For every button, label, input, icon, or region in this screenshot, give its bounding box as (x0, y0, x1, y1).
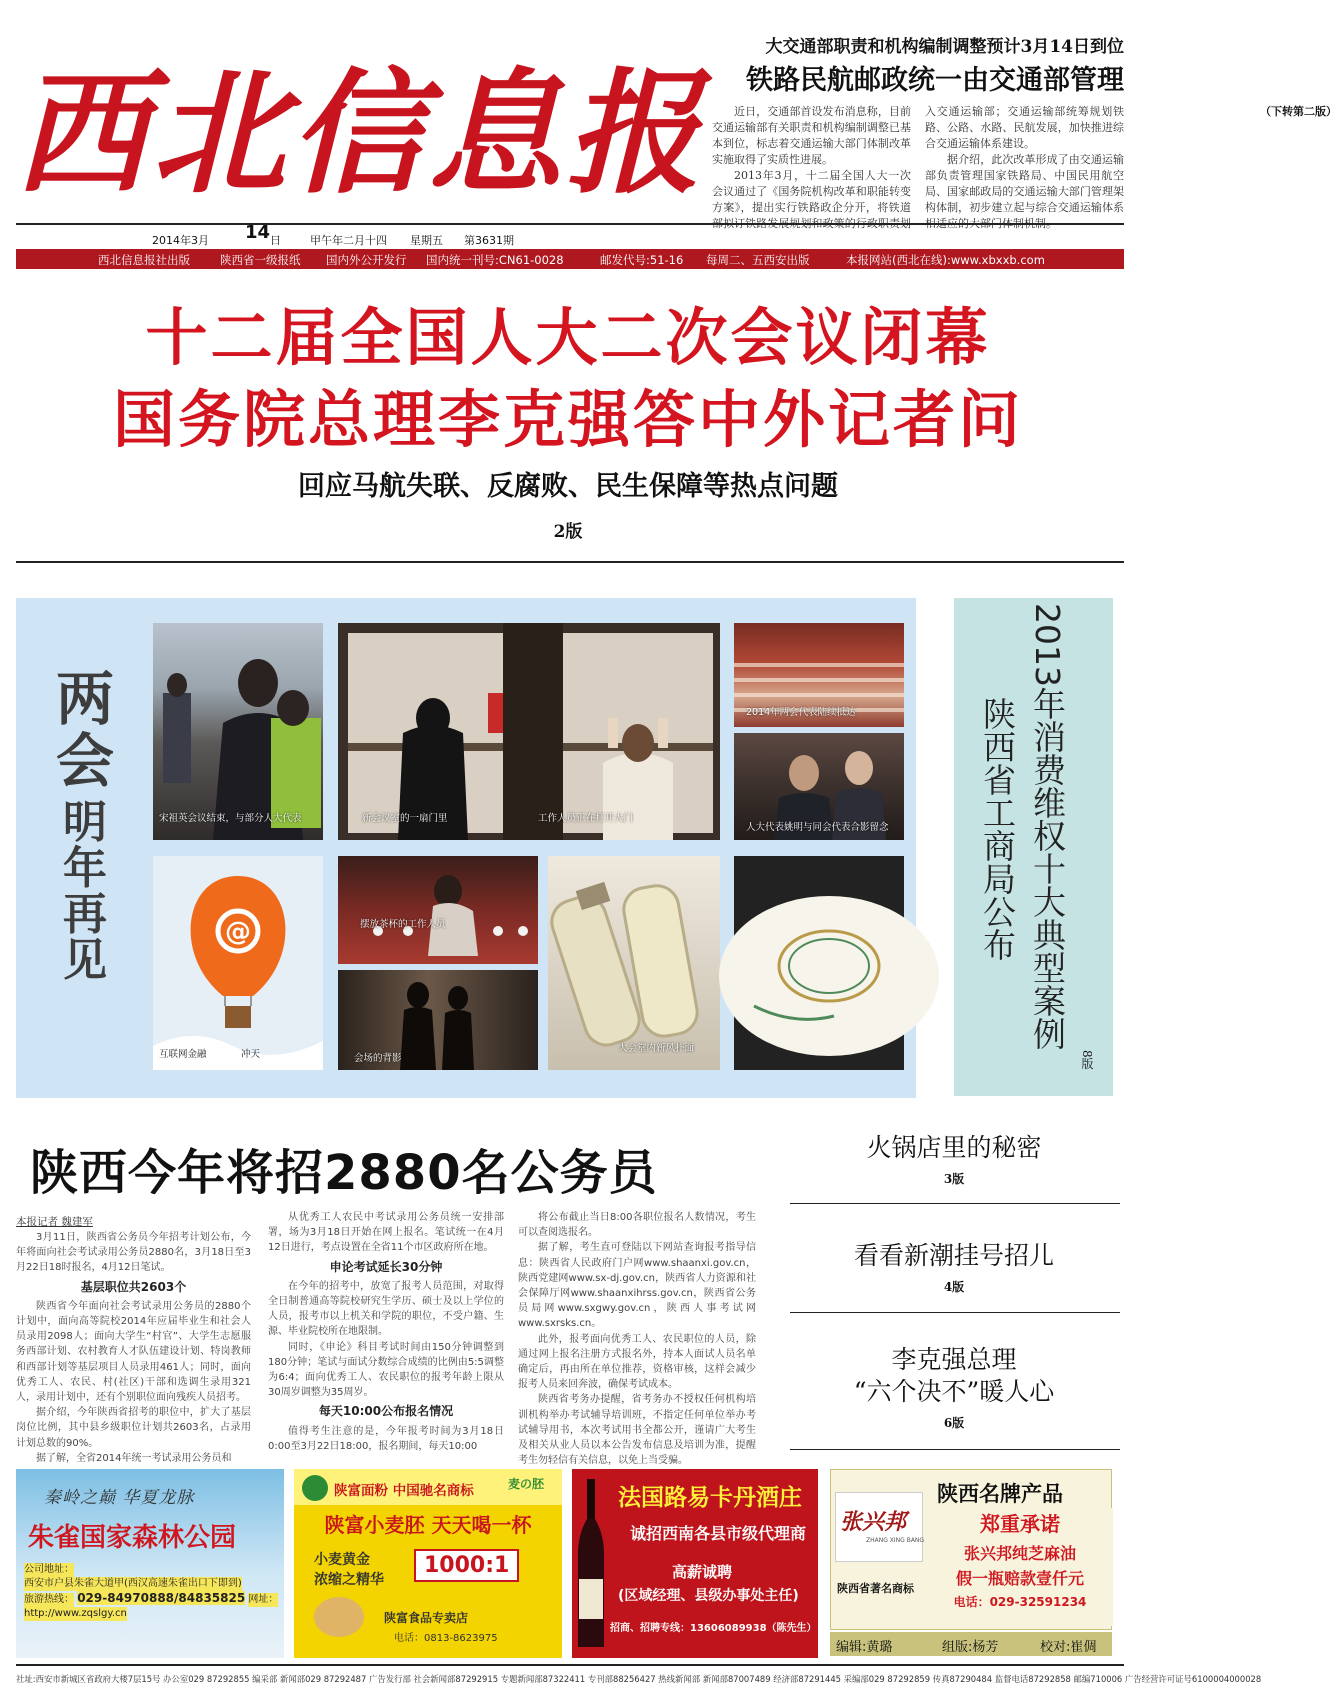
story-byline: 本报记者 魏建军 (16, 1216, 93, 1228)
photo-plate[interactable] (734, 856, 904, 1070)
ad-brand-promise: 郑重承诺 (980, 1512, 1060, 1536)
story-paragraph: 将公布截止当日8:00各职位报名人数情况，考生可以查阅选报名。 (518, 1212, 756, 1239)
photo-hall-doors-scene (338, 623, 720, 840)
story-subheading: 申论考试延长30分钟 (329, 1259, 443, 1274)
story-subheading: 基层职位共2603个 (80, 1279, 187, 1294)
main-subheadline: 回应马航失联、反腐败、民生保障等热点问题 (298, 471, 838, 502)
ad-winery[interactable] (572, 1469, 818, 1658)
ad-park-web-label: 网址： (248, 1594, 279, 1605)
story-subheading: 每天10:00公布报名情况 (318, 1404, 454, 1419)
photo-great-hall[interactable] (734, 623, 904, 727)
issue-lunar-date: 甲午年二月十四 (310, 234, 387, 247)
photo-caption: 人大代表姚明与同会代表合影留念 (746, 822, 889, 833)
story-paragraph: 据介绍，今年陕西省招考的职位中，扩大了基层岗位比例，其中县乡级职位计划共2603名，占录用计划总数的90%。 (16, 1407, 251, 1449)
info-postcode: 邮发代号:51-16 (600, 253, 684, 267)
ad-flour-phone: 电话：0813-8623975 (394, 1633, 498, 1644)
ad-park-address-label: 公司地址： (24, 1564, 74, 1575)
top-news-paragraph: 2013年3月，十二届全国人大一次会议通过了《国务院机构改革和职能转变方案》，提出实行铁路政企分开，将铁道部拟订铁路发展规划和政策的行政职责划入交通运输部；交通运输部统筹规划铁路、公路、水路、民航发展，加快推进综合交通运输体系建设。 (712, 105, 1124, 230)
teaser-page-ref: 4版 (943, 1280, 965, 1294)
consumer-rights-title: 2013年消费维权十大典型案例 (1028, 603, 1067, 1050)
civil-service-story-title[interactable]: 陕西今年将招2880名公务员 (30, 1145, 658, 1201)
info-schedule: 每周二、五西安出版 (706, 253, 810, 267)
consumer-rights-page-ref: 8版 (1080, 1050, 1094, 1070)
ad-brand-phone: 电话：029-32591234 (953, 1595, 1087, 1609)
photo-staff-cups[interactable] (338, 856, 538, 964)
ad-brand-line2: 假一瓶赔款壹仟元 (955, 1569, 1084, 1588)
ad-forest-park[interactable] (16, 1469, 284, 1658)
photo-hall-doors[interactable] (338, 623, 720, 840)
ad-brand-logo: 张兴邦 (840, 1510, 907, 1535)
photo-caption: 工作人员正在打开大门 (538, 813, 634, 824)
editor-credits (830, 1632, 1112, 1656)
ad-park-slogan: 秦岭之巅 华夏龙脉 (44, 1488, 195, 1508)
info-bar (16, 249, 1124, 269)
ad-sesame-oil[interactable] (830, 1469, 1112, 1630)
ad-winery-name: 法国路易卡丹酒庄 (618, 1485, 802, 1511)
story-column-1 (16, 1230, 251, 1464)
photo-delegates[interactable] (153, 623, 323, 840)
consumer-rights-subtitle: 陕西省工商局公布 (978, 697, 1017, 961)
photo-panel-subtitle: 明年再见 (63, 797, 107, 986)
divider (16, 561, 1124, 563)
wine-bottle-svg (576, 1479, 606, 1649)
main-headline-line-2[interactable]: 国务院总理李克强答中外记者问 (112, 383, 1023, 456)
teaser-title-line-2: “六个决不”暖人心 (853, 1377, 1055, 1406)
wine-bottle-icon (576, 1479, 606, 1649)
photo-caption: 新会议室的一扇门里 (362, 813, 448, 824)
teaser-title: 火锅店里的秘密 (866, 1133, 1042, 1162)
balloon-icon (153, 856, 323, 1070)
ad-brand-line1: 张兴邦纯芝麻油 (963, 1544, 1076, 1563)
info-distribution: 国内外公开发行 (326, 253, 407, 267)
photo-yao-ming[interactable] (734, 733, 904, 840)
story-column-3 (518, 1210, 756, 1467)
story-paragraph: 值得考生注意的是，今年报考时间为3月18日0:00至3月22日18:00，报名期间，每天10:00 (268, 1425, 504, 1452)
info-level: 陕西省一级报纸 (220, 253, 301, 267)
issue-date-suffix: 日 (270, 234, 281, 247)
ad-park-details (24, 1563, 279, 1621)
ad-brand-title: 陕西名牌产品 (937, 1482, 1063, 1506)
ad-park-address: 西安市户县朱雀大道甲(西汉高速朱雀出口下即到) (24, 1578, 242, 1589)
photo-caption: 互联网金融 (159, 1049, 207, 1060)
photo-balloon-cartoon[interactable] (153, 856, 323, 1070)
teaser-page-ref: 3版 (943, 1172, 965, 1186)
photo-caption: 大会堂内新风扑面 (618, 1043, 695, 1054)
story-paragraph: 陕西省考务办提醒，省考务办不授权任何机构培训机构举办考试辅导培训班，不指定任何单位举办考试辅导用书，本次考试用书全都公开，谨请广大考生及相关从业人员以本公告发布信息及培训为准，提醒考生勿轻信有关信息，以免上当受骗。 (518, 1394, 756, 1467)
footer-contact-line: 社址:西安市新城区省政府大楼7层15号 办公室029 87292855 编采部 新闻部029 87292487 广告发行部 社会新闻部87292915 专题新闻部87322411 专刊部88256427 热线新闻部 新闻部87007489 经济部87291445 采编部029 87292859 传真87290484 监督电话87292858 邮编710006 广告经营许可证号6100004000028 (16, 1664, 1124, 1692)
photo-caption: 摆放茶杯的工作人员 (360, 919, 446, 930)
plate-icon (734, 856, 904, 1070)
ad-brand-badge: 陕西省著名商标 (837, 1582, 914, 1595)
ad-winery-line2: 高薪诚聘 (672, 1563, 733, 1581)
photo-delegates-figures (153, 623, 323, 840)
ad-winery-line4: 招商、招聘专线：13606089938（陈先生） (610, 1623, 817, 1634)
story-paragraph: 陕西省今年面向社会考试录用公务员的2880个计划中，面向高等院校2014年应届毕业生和社会人员录用2098人；面向大学生“村官”、大学生志愿服务西部计划、农村教育人才队伍建设计划、特岗教师和西部计划等基层项目人员录用461人；同时，面向优秀工人、农民、村(社区)干部和选调生录用321人，录用计划中，还有个别职位面向残疾人员招考。 (16, 1300, 251, 1404)
info-issn: 国内统一刊号:CN61-0028 (426, 253, 564, 267)
svg-text:@: @ (225, 917, 251, 947)
ad-flour-top: 陕富面粉 中国驰名商标 (334, 1483, 474, 1499)
photo-caption: 宋祖英会议结束，与部分人大代表 (159, 813, 302, 824)
photo-thermos[interactable] (548, 856, 720, 1070)
ad-park-name: 朱雀国家森林公园 (28, 1523, 237, 1553)
leaf-logo-icon (302, 1475, 328, 1501)
issue-date-prefix: 2014年3月 (152, 234, 209, 247)
divider (790, 1312, 1120, 1313)
info-website[interactable]: 本报网站(西北在线):www.xbxxb.com (846, 253, 1045, 267)
photo-panel-title: 两会 (55, 665, 114, 795)
teaser-title: 看看新潮挂号招儿 (853, 1241, 1054, 1270)
ad-flour-store: 陕富食品专卖店 (384, 1611, 469, 1625)
photo-silhouettes[interactable] (338, 970, 538, 1070)
photo-caption: 会场的背影 (354, 1053, 402, 1064)
ad-flour-line1: 小麦黄金 (314, 1552, 370, 1568)
story-paragraph: 据了解，考生直可登陆以下网站查询报考指导信息：陕西省人民政府门户网www.shaanxi.gov.cn，陕西党建网www.sx-dj.gov.cn，陕西省人力资源和社会保障厅网www.shaanxihrss.gov.cn，陕西省公务员局网www.sxgwy.gov.cn，陕西人事考试网www.sxrsks.cn。 (518, 1242, 756, 1330)
photo-caption: 冲天 (241, 1049, 261, 1060)
proofreader-name: 校对:崔倜 (1040, 1640, 1097, 1655)
masthead-logo[interactable]: 西北信息报 (14, 54, 705, 212)
photo-caption: 2014年两会代表陆续抵达 (746, 707, 856, 718)
top-news-title[interactable]: 铁路民航邮政统一由交通部管理 (746, 65, 1124, 96)
ad-park-web[interactable]: http://www.zqslgy.cn (24, 1608, 127, 1619)
ad-flour-line2: 浓缩之精华 (314, 1572, 384, 1588)
ad-flour-name: 陕富小麦胚 天天喝一杯 (324, 1513, 532, 1537)
photo-staff-cups-scene (338, 856, 538, 964)
ad-brand-logo-en: ZHANG XING BANG (866, 1537, 925, 1544)
ad-park-phone: 029-84970888/84835825 (77, 1591, 246, 1605)
editor-name: 编辑:黄璐 (836, 1640, 893, 1655)
story-paragraph: 据了解，全省2014年统一考试录用公务员和 (36, 1452, 232, 1464)
divider (790, 1449, 1120, 1450)
issue-line (16, 223, 1124, 247)
top-news-kicker: 大交通部职责和机构编制调整预计3月14日到位 (765, 37, 1124, 57)
ad-park-phone-label: 旅游热线： (24, 1594, 74, 1605)
story-paragraph: 3月11日，陕西省公务员今年招考计划公布，今年将面向社会考试录用公务员2880名，3月18日至3月22日18时报名，4月12日笔试。 (16, 1232, 251, 1274)
ad-winery-line1: 诚招西南各县市级代理商 (630, 1524, 807, 1543)
main-headline-line-1[interactable]: 十二届全国人大二次会议闭幕 (145, 301, 991, 374)
ad-flour-ratio: 1000:1 (414, 1549, 519, 1582)
layout-editor-name: 组版:杨芳 (942, 1640, 999, 1655)
teaser-premier[interactable] (790, 1344, 1118, 1431)
story-column-2 (268, 1210, 504, 1452)
top-news-paragraph: 据介绍，此次改革形成了由交通运输部负责管理国家铁路局、中国民用航空局、国家邮政局的交通运输大部门管理架构体制，初步建立起与综合交通运输体系相适应的大部门体制机制。 (925, 153, 1124, 230)
teaser-hotpot[interactable] (790, 1132, 1118, 1187)
story-paragraph: 从优秀工人农民中考试录用公务员统一安排部署，场为3月18日开始在网上报名。笔试统一在4月12日进行，考点设置在全省11个市区政府所在地。 (268, 1212, 504, 1254)
top-news-paragraph: 近日，交通部首设发布消息称，目前交通运输部有关职责和机构编制调整已基本到位，标志着交通运输大部门体制改革实施取得了实质性进展。 (712, 105, 911, 166)
teaser-registration[interactable] (790, 1240, 1118, 1295)
bowl-icon (314, 1597, 364, 1637)
story-paragraph: 此外，报考面向优秀工人、农民职位的人员，除通过网上报名注册方式报名外，持本人面试人员名单确定后，再由所在单位推荐，资格审核，这样会减少报考人员来回奔波，确保考试成本。 (518, 1333, 756, 1391)
ad-winery-line3: (区域经理、县级办事处主任) (618, 1588, 799, 1604)
ad-brand-logo-box (835, 1492, 923, 1562)
divider (790, 1203, 1120, 1204)
ad-flour[interactable] (294, 1469, 562, 1658)
top-news-body (712, 104, 1337, 239)
issue-weekday: 星期五 (410, 234, 443, 247)
story-paragraph: 在今年的招考中，放宽了报考人员范围，对取得全日制普通高等院校研究生学历、硕士及以上学位的人员，报考市以上机关和学院的职位，不受户籍、生源、毕业院校所在地限制。 (268, 1280, 504, 1338)
main-headline-page-ref: 2版 (553, 522, 583, 542)
ad-flour-logo: 麦の胚 (508, 1477, 545, 1491)
thermos-icon (548, 856, 720, 1070)
info-publisher: 西北信息报社出版 (98, 253, 190, 267)
issue-number: 第3631期 (464, 234, 514, 247)
story-paragraph: 同时，《申论》科目考试时间由150分钟调整到180分钟；笔试与面试分数综合成绩的比例由5:5调整为6:4；面向优秀工人、农民职位的报考年龄上限从30周岁调整为35周岁。 (268, 1341, 504, 1399)
teaser-page-ref: 6版 (943, 1416, 965, 1430)
top-news-continued: （下转第二版） (1260, 105, 1337, 118)
issue-day: 14 (245, 222, 271, 243)
teaser-title-line-1: 李克强总理 (891, 1345, 1017, 1374)
